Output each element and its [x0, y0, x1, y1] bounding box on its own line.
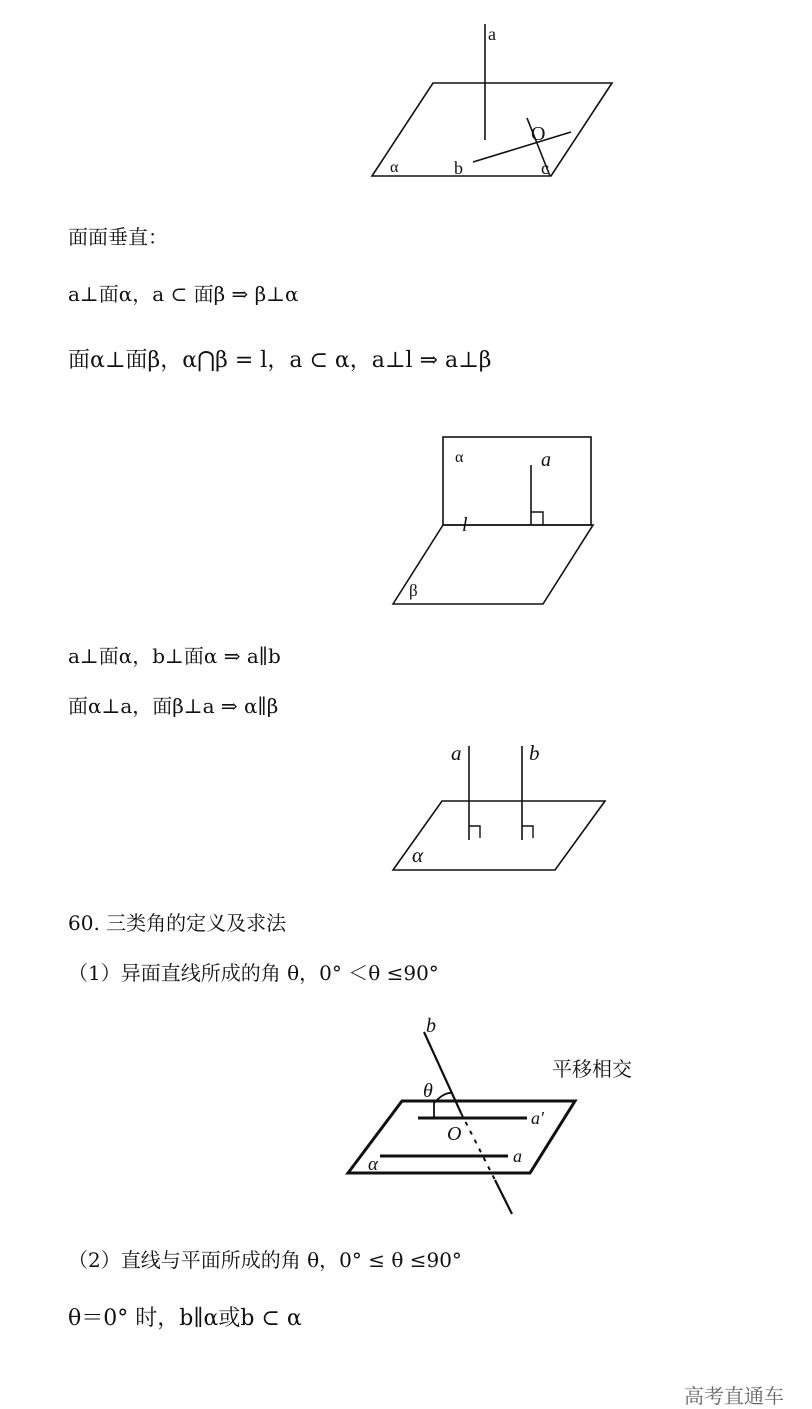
section-60-item2-case: θ＝0° 时，b∥α或b ⊂ α: [68, 1306, 302, 1331]
rule-parallel-2: 面α⊥a，面β⊥a ⇒ α∥β: [68, 694, 279, 718]
label-a: a: [451, 741, 462, 765]
heading-face-perp: 面面垂直：: [68, 225, 168, 249]
rule-face-perp-2: 面α⊥面β，α⋂β = l，a ⊂ α，a⊥l ⇒ a⊥β: [68, 348, 492, 373]
label-theta: θ: [423, 1080, 433, 1102]
label-translate: 平移相交: [552, 1057, 632, 1081]
angle-arc: [434, 1093, 452, 1118]
label-O: O: [531, 123, 546, 145]
section-60-title: 60. 三类角的定义及求法: [68, 911, 287, 935]
label-l: l: [462, 514, 468, 536]
line-b-lower: [495, 1180, 512, 1214]
label-alpha: α: [455, 449, 464, 466]
label-b: b: [454, 158, 463, 178]
rule-face-perp-1: a⊥面α，a ⊂ 面β ⇒ β⊥α: [68, 282, 299, 306]
label-alpha: α: [390, 159, 399, 176]
label-O: O: [447, 1123, 462, 1145]
label-c: c: [541, 158, 549, 178]
label-a: a: [488, 24, 496, 44]
label-b: b: [529, 741, 540, 765]
line-b-dashed: [461, 1113, 495, 1180]
section-60-item1: （1）异面直线所成的角 θ，0° ＜θ ≤90°: [68, 961, 439, 985]
watermark: 高考直通车: [684, 1384, 784, 1408]
label-b: b: [426, 1015, 436, 1037]
section-60-item2: （2）直线与平面所成的角 θ，0° ≤ θ ≤90°: [68, 1248, 462, 1272]
label-alpha: α: [368, 1154, 378, 1175]
label-alpha: α: [412, 843, 424, 867]
label-a: a: [541, 449, 551, 471]
rule-parallel-1: a⊥面α，b⊥面α ⇒ a∥b: [68, 644, 281, 668]
label-a: a: [513, 1146, 522, 1166]
label-a-prime: a': [531, 1108, 544, 1128]
label-beta: β: [409, 581, 418, 600]
